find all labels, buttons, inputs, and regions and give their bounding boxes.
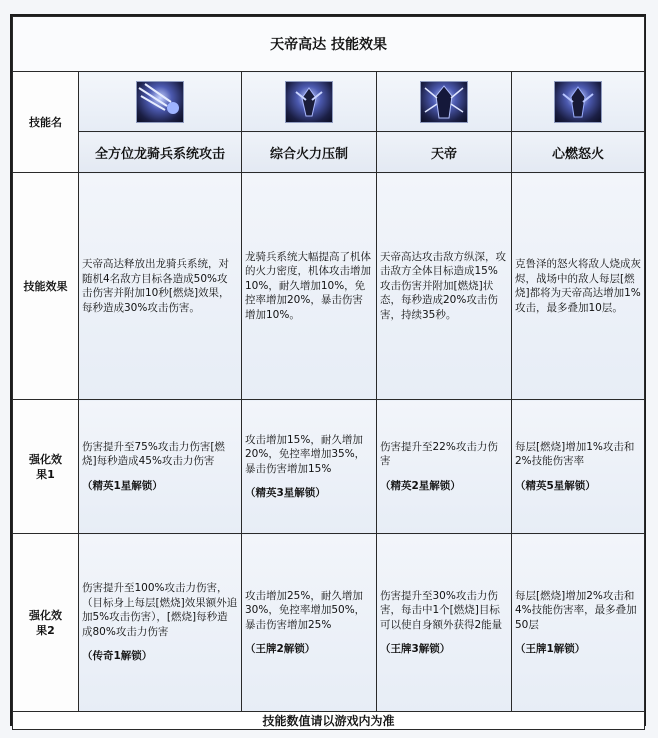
row-header-skill-effect: 技能效果 [13,173,79,400]
skill-effect-text: 天帝高达释放出龙骑兵系统，对随机4名敌方目标各造成50%攻击伤害并附加10秒[燃烧]效果，每秒造成30%攻击伤害。 [79,173,242,400]
row-header-enhance-1-label: 强化效果1 [29,452,62,481]
enhance-1-cell [512,400,645,534]
enhance-2-cell [79,534,242,712]
skill-effect-text: 天帝高达攻击敌方纵深，攻击敌方全体目标造成15%攻击伤害并附加[燃烧]状态，每秒造成20%攻击伤害，持续35秒。 [377,173,512,400]
burning-rage-icon [554,81,602,123]
skill-icon-cell [242,72,377,132]
unlock-condition: （精英2星解锁） [380,479,461,492]
footer-note: 技能数值请以游戏内为准 [13,712,645,730]
unlock-condition: （精英5星解锁） [515,479,596,492]
skill-name: 心燃怒火 [512,132,645,173]
firepower-suppression-icon [285,81,333,123]
skill-icon-cell [79,72,242,132]
row-header-enhance-2-label: 强化效果2 [29,608,62,637]
enhance-1-cell [242,400,377,534]
page-title: 天帝高达 技能效果 [13,17,645,72]
unlock-condition: （王牌1解锁） [515,643,586,655]
skill-name: 综合火力压制 [242,132,377,173]
enhance-1-cell [79,400,242,534]
enhance-2-text: 攻击增加25%，耐久增加30%，免控率增加50%，暴击伤害增加25% [245,589,366,631]
enhance-2-text: 伤害提升至100%攻击力伤害，（目标身上每层[燃烧]效果额外追加5%攻击伤害），[燃烧]每秒造成80%攻击力伤害 [82,582,238,638]
enhance-2-cell [512,534,645,712]
unlock-condition: （精英1星解锁） [82,479,163,492]
skill-effect-text: 克鲁泽的怒火将敌人烧成灰烬，战场中的敌人每层[燃烧]都将为天帝高达增加1%攻击，最多叠加10层。 [512,173,645,400]
unlock-condition: （传奇1解锁） [82,650,153,663]
enhance-1-text: 伤害提升至22%攻击力伤害 [380,440,498,468]
enhance-1-cell [377,400,512,534]
enhance-2-text: 伤害提升至30%攻击力伤害，每击中1个[燃烧]目标可以使自身额外获得2能量 [380,589,503,631]
cavalry-attack-icon [136,81,184,123]
unlock-condition: （王牌2解锁） [245,643,316,655]
unlock-condition: （精英3星解锁） [245,487,326,499]
skill-name: 全方位龙骑兵系统攻击 [79,132,242,173]
row-header-enhance-1 [13,400,79,534]
enhance-1-text: 攻击增加15%，耐久增加20%，免控率增加35%，暴击伤害增加15% [245,433,366,475]
enhance-1-text: 每层[燃烧]增加1%攻击和2%技能伤害率 [515,440,635,468]
skill-icon-cell [512,72,645,132]
enhance-2-text: 每层[燃烧]增加2%攻击和4%技能伤害率，最多叠加50层 [515,589,637,631]
enhance-2-cell [377,534,512,712]
row-header-skill-name: 技能名 [13,72,79,173]
skill-effect-sheet [10,14,646,726]
skill-effect-text: 龙骑兵系统大幅提高了机体的火力密度，机体攻击增加10%，耐久增加10%，免控率增加20%，暴击伤害增加10%。 [242,173,377,400]
skill-table [12,16,645,730]
heavenly-emperor-icon [420,81,468,123]
enhance-2-cell [242,534,377,712]
skill-name: 天帝 [377,132,512,173]
enhance-1-text: 伤害提升至75%攻击力伤害[燃烧]每秒造成45%攻击力伤害 [82,440,225,468]
row-header-enhance-2 [13,534,79,712]
unlock-condition: （王牌3解锁） [380,643,451,655]
skill-icon-cell [377,72,512,132]
